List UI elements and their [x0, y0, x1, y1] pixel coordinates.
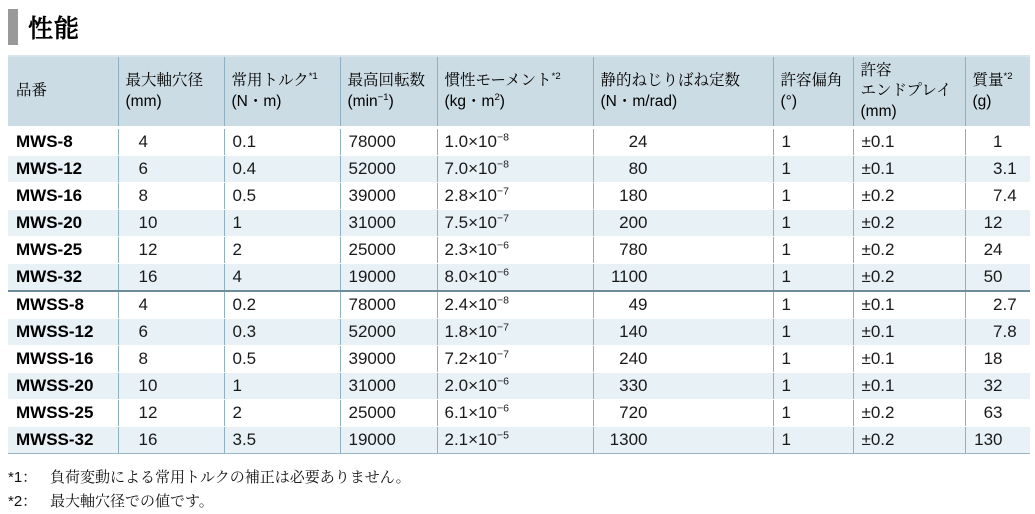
- value-cell: 7 .4: [965, 183, 1030, 210]
- column-header: 慣性モーメント$^{*2}$ (kg・$m^2$): [437, 56, 593, 128]
- value-cell: 240: [593, 346, 773, 373]
- table-row: [8, 400, 1030, 427]
- value-cell: 2 .7: [965, 291, 1030, 319]
- value-cell: $7.2\times 10^{-7}$: [437, 346, 593, 373]
- value-cell: 2: [224, 237, 340, 264]
- value-cell: 2: [224, 400, 340, 427]
- value-cell: ±0.2: [853, 183, 965, 210]
- value-cell: 63: [965, 400, 1030, 427]
- value-cell: $7.5\times 10^{-7}$: [437, 210, 593, 237]
- part-number-cell: MWSS-12: [8, 319, 118, 346]
- value-cell: 4: [224, 264, 340, 292]
- value-cell: 25000: [340, 237, 437, 264]
- value-cell: 1300: [593, 427, 773, 454]
- value-cell: 8: [118, 183, 224, 210]
- value-cell: 1: [773, 264, 853, 292]
- value-cell: $2.3\times 10^{-6}$: [437, 237, 593, 264]
- value-cell: 31000: [340, 210, 437, 237]
- value-cell: 18: [965, 346, 1030, 373]
- value-cell: ±0.2: [853, 400, 965, 427]
- value-cell: 39000: [340, 183, 437, 210]
- value-cell: ±0.2: [853, 427, 965, 454]
- value-cell: 0.1: [224, 128, 340, 156]
- value-cell: 1: [773, 427, 853, 454]
- part-number-cell: MWSS-25: [8, 400, 118, 427]
- value-cell: 80: [593, 156, 773, 183]
- value-cell: 1: [773, 400, 853, 427]
- value-cell: 24: [965, 237, 1030, 264]
- value-cell: 180: [593, 183, 773, 210]
- value-cell: 0.2: [224, 291, 340, 319]
- part-number-cell: MWS-20: [8, 210, 118, 237]
- value-cell: ±0.2: [853, 237, 965, 264]
- value-cell: $2.1\times 10^{-5}$: [437, 427, 593, 454]
- footnotes: [8, 466, 1030, 514]
- value-cell: 3.5: [224, 427, 340, 454]
- footnote-marker: *1：: [8, 469, 38, 487]
- value-cell: $8.0\times 10^{-6}$: [437, 264, 593, 292]
- table-row: [8, 319, 1030, 346]
- part-number-cell: MWS-12: [8, 156, 118, 183]
- table-body: [8, 128, 1030, 454]
- value-cell: 7 .8: [965, 319, 1030, 346]
- footnote-marker: *2：: [8, 493, 38, 511]
- value-cell: ±0.1: [853, 291, 965, 319]
- part-number-cell: MWS-16: [8, 183, 118, 210]
- value-cell: 25000: [340, 400, 437, 427]
- value-cell: 6: [118, 319, 224, 346]
- value-cell: ±0.1: [853, 373, 965, 400]
- part-number-cell: MWS-32: [8, 264, 118, 292]
- column-header: 常用トルク$^{*1}$ (N・m): [224, 56, 340, 128]
- value-cell: 12: [965, 210, 1030, 237]
- value-cell: 19000: [340, 264, 437, 292]
- performance-table: [8, 55, 1030, 454]
- column-header: 最大軸穴径 (mm): [118, 56, 224, 128]
- value-cell: 10: [118, 210, 224, 237]
- value-cell: $1.0\times 10^{-8}$: [437, 128, 593, 156]
- value-cell: 4: [118, 291, 224, 319]
- value-cell: 32: [965, 373, 1030, 400]
- value-cell: 140: [593, 319, 773, 346]
- value-cell: 78000: [340, 128, 437, 156]
- table-row: [8, 128, 1030, 156]
- value-cell: 16: [118, 264, 224, 292]
- value-cell: 12: [118, 400, 224, 427]
- value-cell: $1.8\times 10^{-7}$: [437, 319, 593, 346]
- section-title: [8, 8, 1030, 46]
- footnote: [8, 490, 1030, 514]
- table-row: [8, 427, 1030, 454]
- value-cell: 780: [593, 237, 773, 264]
- value-cell: 330: [593, 373, 773, 400]
- value-cell: 1: [224, 373, 340, 400]
- value-cell: 1: [965, 128, 1030, 156]
- value-cell: 31000: [340, 373, 437, 400]
- value-cell: 50: [965, 264, 1030, 292]
- section-title-bar: [8, 9, 18, 45]
- value-cell: 0.5: [224, 183, 340, 210]
- value-cell: 130: [965, 427, 1030, 454]
- value-cell: 1: [224, 210, 340, 237]
- column-header: 許容 エンドプレイ (mm): [853, 56, 965, 128]
- table-header: [8, 56, 1030, 128]
- value-cell: 720: [593, 400, 773, 427]
- value-cell: 1: [773, 183, 853, 210]
- value-cell: ±0.1: [853, 346, 965, 373]
- part-number-cell: MWSS-16: [8, 346, 118, 373]
- value-cell: 0.5: [224, 346, 340, 373]
- table-row: [8, 346, 1030, 373]
- column-header: 最高回転数 $(\min^{-1})$: [340, 56, 437, 128]
- table-row: [8, 210, 1030, 237]
- value-cell: $2.8\times 10^{-7}$: [437, 183, 593, 210]
- value-cell: 1: [773, 210, 853, 237]
- value-cell: 8: [118, 346, 224, 373]
- value-cell: 1: [773, 128, 853, 156]
- value-cell: 1: [773, 291, 853, 319]
- value-cell: 49: [593, 291, 773, 319]
- value-cell: 39000: [340, 346, 437, 373]
- value-cell: ±0.2: [853, 210, 965, 237]
- table-row: [8, 237, 1030, 264]
- column-header: 許容偏角 (°): [773, 56, 853, 128]
- value-cell: ±0.1: [853, 319, 965, 346]
- value-cell: 1: [773, 346, 853, 373]
- value-cell: $2.4\times 10^{-8}$: [437, 291, 593, 319]
- value-cell: 1: [773, 373, 853, 400]
- value-cell: 6: [118, 156, 224, 183]
- value-cell: ±0.1: [853, 128, 965, 156]
- value-cell: 52000: [340, 156, 437, 183]
- footnote-text: 負荷変動による常用トルクの補正は必要ありません。: [50, 469, 411, 487]
- value-cell: 1: [773, 237, 853, 264]
- column-header: 質量$^{*2}$ (g): [965, 56, 1030, 128]
- value-cell: 3 .1: [965, 156, 1030, 183]
- table-row: [8, 183, 1030, 210]
- part-number-cell: MWSS-8: [8, 291, 118, 319]
- table-row: [8, 373, 1030, 400]
- part-number-cell: MWS-25: [8, 237, 118, 264]
- value-cell: $6.1\times 10^{-6}$: [437, 400, 593, 427]
- section-title-text: 性能: [28, 15, 81, 43]
- value-cell: 52000: [340, 319, 437, 346]
- value-cell: 24: [593, 128, 773, 156]
- value-cell: 19000: [340, 427, 437, 454]
- table-row: [8, 264, 1030, 292]
- value-cell: 1: [773, 156, 853, 183]
- column-header: 品番: [8, 56, 118, 128]
- value-cell: 1: [773, 319, 853, 346]
- column-header: 静的ねじりばね定数 (N・m/rad): [593, 56, 773, 128]
- footnote: [8, 466, 1030, 490]
- value-cell: 0.4: [224, 156, 340, 183]
- value-cell: 4: [118, 128, 224, 156]
- part-number-cell: MWSS-20: [8, 373, 118, 400]
- value-cell: $2.0\times 10^{-6}$: [437, 373, 593, 400]
- value-cell: ±0.2: [853, 264, 965, 292]
- value-cell: 1100: [593, 264, 773, 292]
- value-cell: 200: [593, 210, 773, 237]
- part-number-cell: MWS-8: [8, 128, 118, 156]
- value-cell: 12: [118, 237, 224, 264]
- table-row: [8, 291, 1030, 319]
- footnote-text: 最大軸穴径での値です。: [50, 493, 214, 511]
- value-cell: 78000: [340, 291, 437, 319]
- part-number-cell: MWSS-32: [8, 427, 118, 454]
- table-row: [8, 156, 1030, 183]
- value-cell: $7.0\times 10^{-8}$: [437, 156, 593, 183]
- value-cell: 0.3: [224, 319, 340, 346]
- value-cell: ±0.1: [853, 156, 965, 183]
- value-cell: 16: [118, 427, 224, 454]
- table-header-row: [8, 56, 1030, 128]
- value-cell: 10: [118, 373, 224, 400]
